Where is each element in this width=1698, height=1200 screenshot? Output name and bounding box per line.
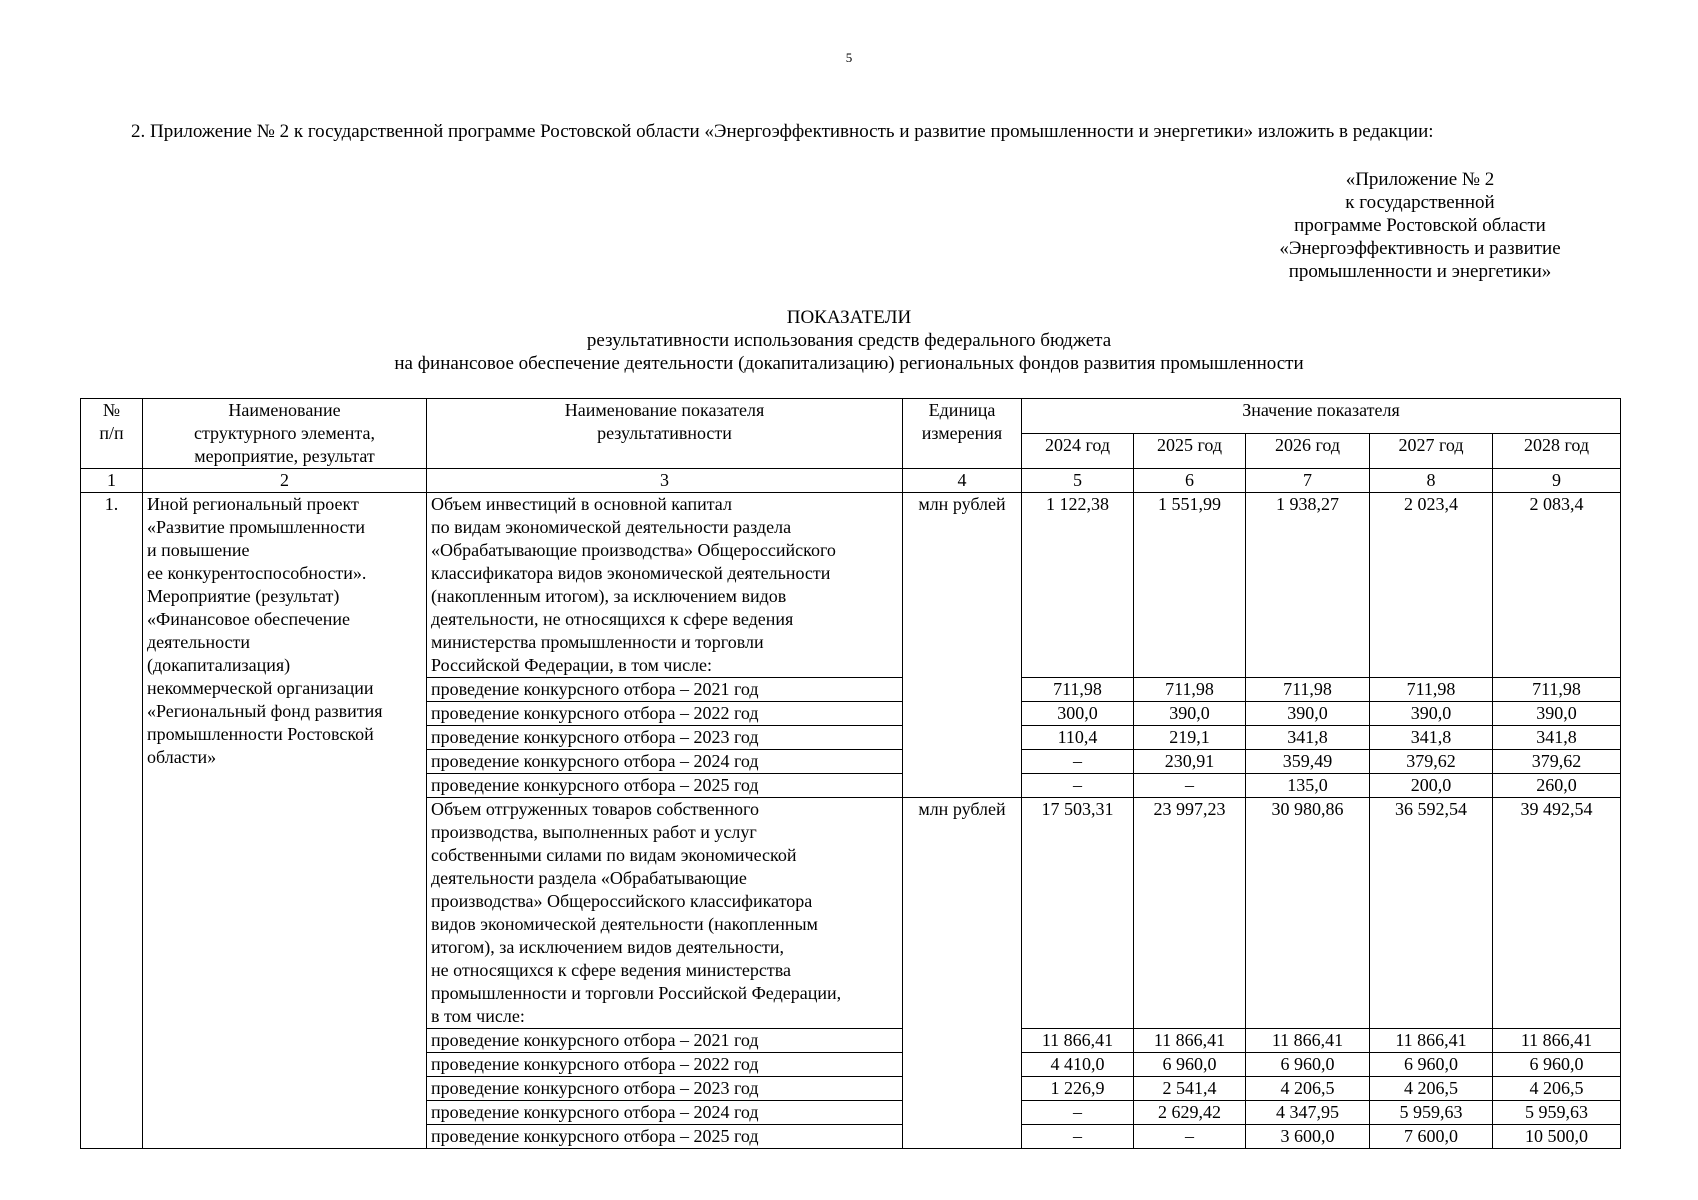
- value-cell: 10 500,0: [1493, 1125, 1621, 1149]
- column-number: 3: [427, 469, 903, 493]
- column-number: 9: [1493, 469, 1621, 493]
- sub-indicator-name: проведение конкурсного отбора – 2022 год: [427, 702, 903, 726]
- value-cell: 39 492,54: [1493, 798, 1621, 1029]
- value-cell: 6 960,0: [1246, 1053, 1370, 1077]
- value-cell: 17 503,31: [1022, 798, 1134, 1029]
- value-cell: 1 938,27: [1246, 493, 1370, 678]
- value-cell: 11 866,41: [1493, 1029, 1621, 1053]
- value-cell: 4 410,0: [1022, 1053, 1134, 1077]
- value-cell: 7 600,0: [1370, 1125, 1493, 1149]
- value-cell: 11 866,41: [1246, 1029, 1370, 1053]
- column-number: 6: [1134, 469, 1246, 493]
- value-cell: 2 629,42: [1134, 1101, 1246, 1125]
- value-cell: 6 960,0: [1493, 1053, 1621, 1077]
- value-cell: 4 206,5: [1246, 1077, 1370, 1101]
- header-unit: Единица измерения: [903, 399, 1022, 469]
- header-element: Наименование структурного элемента, мероприятие, результат: [143, 399, 427, 469]
- value-cell: 4 347,95: [1246, 1101, 1370, 1125]
- value-cell: 6 960,0: [1134, 1053, 1246, 1077]
- appendix-note-line: «Энергоэффективность и развитие: [1279, 238, 1561, 259]
- title-line: результативности использования средств федерального бюджета: [586, 330, 1112, 351]
- column-number: 1: [81, 469, 143, 493]
- value-cell: 11 866,41: [1134, 1029, 1246, 1053]
- value-cell: 341,8: [1246, 726, 1370, 750]
- value-cell: –: [1022, 774, 1134, 798]
- sub-indicator-name: проведение конкурсного отбора – 2025 год: [427, 1125, 903, 1149]
- value-cell: 3 600,0: [1246, 1125, 1370, 1149]
- header-year: 2027 год: [1370, 434, 1493, 469]
- value-cell: 36 592,54: [1370, 798, 1493, 1029]
- sub-indicator-name: проведение конкурсного отбора – 2024 год: [427, 1101, 903, 1125]
- value-cell: 341,8: [1370, 726, 1493, 750]
- title-line: ПОКАЗАТЕЛИ: [786, 307, 912, 328]
- header-values-group: Значение показателя: [1022, 399, 1621, 434]
- value-cell: 30 980,86: [1246, 798, 1370, 1029]
- value-cell: –: [1022, 1101, 1134, 1125]
- structural-element-name: Иной региональный проект «Развитие промышленности и повышение ее конкурентоспособности». Мероприятие (результат) «Финансовое обеспечение деятельности (докапитализация) некоммерческой организации «Региональный фонд развития промышленности Ростовской области»: [143, 493, 427, 1149]
- indicator-name: Объем отгруженных товаров собственного производства, выполненных работ и услуг собственными силами по видам экономической деятельности раздела «Обрабатывающие производства» Общероссийского классификатора видов экономической деятельности (накопленным итогом), за исключением видов деятельности, не относящихся к сфере ведения министерства промышленности и торговли Российской Федерации, в том числе:: [427, 798, 903, 1029]
- indicator-name: Объем инвестиций в основной капитал по видам экономической деятельности раздела «Обрабатывающие производства» Общероссийского классификатора видов экономической деятельности (накопленным итогом), за исключением видов деятельности, не относящихся к сфере ведения министерства промышленности и торговли Российской Федерации, в том числе:: [427, 493, 903, 678]
- appendix-note-line: программе Ростовской области: [1294, 215, 1546, 236]
- value-cell: 379,62: [1370, 750, 1493, 774]
- value-cell: 110,4: [1022, 726, 1134, 750]
- header-num: № п/п: [81, 399, 143, 469]
- header-year: 2028 год: [1493, 434, 1621, 469]
- value-cell: 23 997,23: [1134, 798, 1246, 1029]
- sub-indicator-name: проведение конкурсного отбора – 2023 год: [427, 726, 903, 750]
- sub-indicator-name: проведение конкурсного отбора – 2025 год: [427, 774, 903, 798]
- value-cell: 1 551,99: [1134, 493, 1246, 678]
- table-row: [81, 493, 1621, 678]
- appendix-note-line: к государственной: [1345, 192, 1495, 213]
- column-number: 2: [143, 469, 427, 493]
- column-number: 5: [1022, 469, 1134, 493]
- sub-indicator-name: проведение конкурсного отбора – 2021 год: [427, 678, 903, 702]
- intro-paragraph: 2. Приложение № 2 к государственной программе Ростовской области «Энергоэффективность и развитие промышленности и энергетики» изложить в редакции:: [131, 121, 1434, 142]
- value-cell: 711,98: [1134, 678, 1246, 702]
- appendix-note-line: промышленности и энергетики»: [1288, 261, 1552, 282]
- column-number: 7: [1246, 469, 1370, 493]
- sub-indicator-name: проведение конкурсного отбора – 2024 год: [427, 750, 903, 774]
- header-indicator: Наименование показателя результативности: [427, 399, 903, 469]
- value-cell: 230,91: [1134, 750, 1246, 774]
- value-cell: 1 122,38: [1022, 493, 1134, 678]
- document-title: [0, 306, 1698, 375]
- value-cell: –: [1022, 750, 1134, 774]
- value-cell: 6 960,0: [1370, 1053, 1493, 1077]
- sub-indicator-name: проведение конкурсного отбора – 2021 год: [427, 1029, 903, 1053]
- value-cell: –: [1134, 1125, 1246, 1149]
- value-cell: 390,0: [1134, 702, 1246, 726]
- value-cell: 200,0: [1370, 774, 1493, 798]
- value-cell: 5 959,63: [1370, 1101, 1493, 1125]
- value-cell: 11 866,41: [1370, 1029, 1493, 1053]
- value-cell: 359,49: [1246, 750, 1370, 774]
- value-cell: 4 206,5: [1370, 1077, 1493, 1101]
- value-cell: 711,98: [1022, 678, 1134, 702]
- value-cell: 390,0: [1493, 702, 1621, 726]
- sub-indicator-name: проведение конкурсного отбора – 2023 год: [427, 1077, 903, 1101]
- value-cell: 1 226,9: [1022, 1077, 1134, 1101]
- value-cell: 379,62: [1493, 750, 1621, 774]
- column-number: 8: [1370, 469, 1493, 493]
- row-number: 1.: [81, 493, 143, 1149]
- indicators-table: [80, 398, 1621, 1149]
- page-number: 5: [845, 50, 853, 65]
- sub-indicator-name: проведение конкурсного отбора – 2022 год: [427, 1053, 903, 1077]
- value-cell: 4 206,5: [1493, 1077, 1621, 1101]
- value-cell: 11 866,41: [1022, 1029, 1134, 1053]
- appendix-note: [1240, 168, 1600, 283]
- value-cell: 135,0: [1246, 774, 1370, 798]
- value-cell: 5 959,63: [1493, 1101, 1621, 1125]
- value-cell: 2 541,4: [1134, 1077, 1246, 1101]
- value-cell: 219,1: [1134, 726, 1246, 750]
- header-year: 2025 год: [1134, 434, 1246, 469]
- value-cell: 2 023,4: [1370, 493, 1493, 678]
- value-cell: 711,98: [1493, 678, 1621, 702]
- value-cell: 2 083,4: [1493, 493, 1621, 678]
- value-cell: –: [1022, 1125, 1134, 1149]
- title-line: на финансовое обеспечение деятельности (докапитализацию) региональных фондов развития промышленности: [394, 353, 1304, 374]
- header-year: 2026 год: [1246, 434, 1370, 469]
- indicator-unit: млн рублей: [903, 493, 1022, 798]
- value-cell: 390,0: [1246, 702, 1370, 726]
- column-number: 4: [903, 469, 1022, 493]
- value-cell: 711,98: [1246, 678, 1370, 702]
- value-cell: 300,0: [1022, 702, 1134, 726]
- header-year: 2024 год: [1022, 434, 1134, 469]
- indicator-unit: млн рублей: [903, 798, 1022, 1149]
- value-cell: –: [1134, 774, 1246, 798]
- value-cell: 390,0: [1370, 702, 1493, 726]
- value-cell: 260,0: [1493, 774, 1621, 798]
- value-cell: 341,8: [1493, 726, 1621, 750]
- appendix-note-line: «Приложение № 2: [1345, 169, 1495, 190]
- value-cell: 711,98: [1370, 678, 1493, 702]
